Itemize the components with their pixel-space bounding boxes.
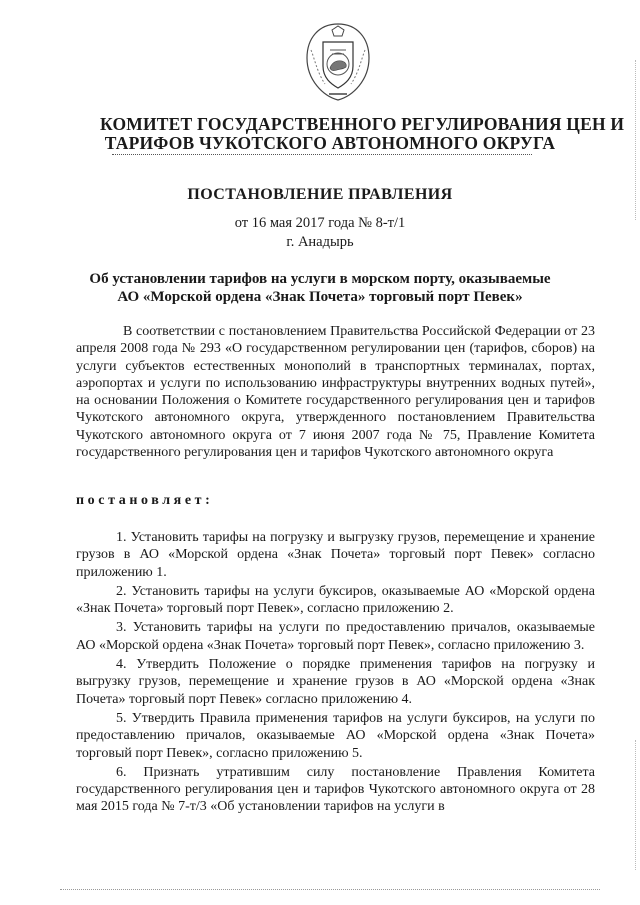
decree-subject-line1: Об установлении тарифов на услуги в морском порту, оказываемые	[89, 271, 551, 287]
scan-edge-marks	[632, 60, 636, 220]
decree-city: г. Анадырь	[286, 234, 354, 250]
preamble-paragraph	[76, 323, 595, 461]
header-divider	[112, 154, 532, 156]
decree-item-3: 3. Установить тарифы на услуги по предоставлению причалов, оказываемые АО «Морской ордена «Знак Почета» торговый порт Певек», согласно приложению 3.	[76, 620, 595, 653]
decree-items-list	[76, 529, 595, 818]
decree-title: ПОСТАНОВЛЕНИЕ ПРАВЛЕНИЯ	[187, 186, 453, 203]
resolve-word: постановляет:	[76, 493, 214, 508]
decree-item-1: 1. Установить тарифы на погрузку и выгрузку грузов, перемещение и хранение грузов в АО «Морской ордена «Знак Почета» торговый порт Певек» согласно приложению 1.	[76, 530, 595, 580]
chukotka-coat-of-arms-icon	[297, 20, 379, 104]
committee-name-line2: ТАРИФОВ ЧУКОТСКОГО АВТОНОМНОГО ОКРУГА	[104, 133, 556, 153]
decree-item-2: 2. Установить тарифы на услуги буксиров, оказываемые АО «Морской ордена «Знак Почета» торговый порт Певек», согласно приложению 2.	[76, 583, 595, 617]
decree-subject-line2: АО «Морской ордена «Знак Почета» торговый порт Певек»	[117, 289, 523, 305]
decree-date-number: от 16 мая 2017 года № 8-т/1	[234, 215, 406, 231]
decree-item-4: 4. Утвердить Положение о порядке применения тарифов на погрузку и выгрузку грузов, перемещение и хранение грузов в АО «Морской ордена «Знак Почета» торговый порт Певек» согласно приложению 4.	[76, 657, 595, 707]
preamble-text: В соответствии с постановлением Правительства Российской Федерации от 23 апреля 2008 года № 293 «О государственном регулировании цен (тарифов, сборов) на услуги субъектов естественных монополий в транспортных терминалах, портах, аэропортах и услуги по использованию инфраструктуры внутренних водных путей», на основании Положения о Комитете государственного регулирования цен и тарифов Чукотского автономного округа, утвержденного постановлением Правительства Чукотского автономного округа от 7 июня 2007 года № 75, Правление Комитета государственного регулирования цен и тарифов Чукотского автономного округа	[76, 324, 595, 461]
decree-item-6: 6. Признать утратившим силу постановление Правления Комитета государственного регулирования цен и тарифов Чукотского автономного округа от 28 мая 2015 года № 7-т/3 «Об установлении тарифов на услуги в	[76, 764, 595, 815]
scan-edge-marks-lower	[632, 740, 636, 870]
committee-name-line1: КОМИТЕТ ГОСУДАРСТВЕННОГО РЕГУЛИРОВАНИЯ ЦЕН И	[100, 114, 625, 134]
page-bottom-rule	[60, 889, 600, 890]
decree-item-5: 5. Утвердить Правила применения тарифов на услуги буксиров, на услуги по предоставлению причалов, оказываемые АО «Морской ордена «Знак Почета» торговый порт Певек», согласно приложению 5.	[76, 710, 595, 761]
